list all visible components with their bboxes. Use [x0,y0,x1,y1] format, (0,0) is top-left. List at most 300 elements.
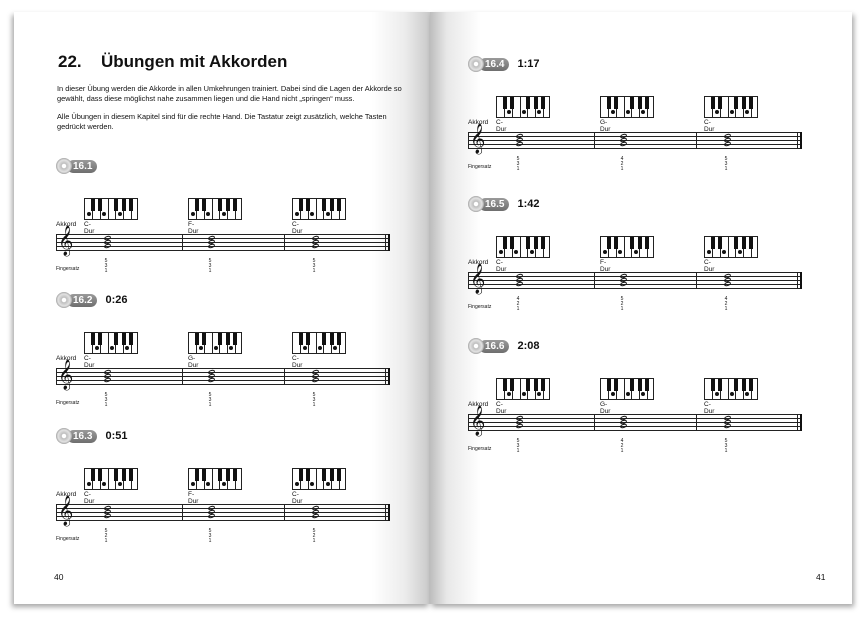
black-key [337,199,341,211]
black-key [98,469,102,481]
black-key [91,333,95,345]
right-page [430,12,852,604]
white-key-divider [728,379,729,399]
chapter-number: 22. [58,52,82,71]
final-bar-thick [800,414,803,431]
pressed-key-dot [745,110,749,114]
black-key [122,333,126,345]
finger-number: 5 [104,528,108,534]
white-key-divider [108,469,109,489]
black-key [510,97,514,109]
chord-name: C-Dur [704,119,715,133]
finger-number: 5 [312,528,316,534]
pressed-key-dot [611,392,615,396]
finger-number: 1 [516,306,520,312]
black-key [233,199,237,211]
black-key [718,237,722,249]
white-key-divider [212,469,213,489]
black-key [306,469,310,481]
fingersatz-label: Fingersatz [468,446,492,452]
black-key [742,379,746,391]
staff-line [56,504,390,505]
finger-number: 4 [724,296,728,302]
white-key-divider [316,199,317,219]
black-key [638,237,642,249]
black-key [541,97,545,109]
staff-line [56,384,390,385]
finger-number: 1 [516,448,520,454]
bar-line [56,368,57,385]
pressed-key-dot [522,392,526,396]
track-time: 2:08 [517,340,540,352]
pressed-key-dot [295,482,299,486]
bar-line [594,132,595,149]
track-time: 1:17 [517,58,540,70]
finger-number: 3 [312,397,316,403]
black-key [91,199,95,211]
chord-name: C-Dur [496,401,507,415]
white-key-divider [316,469,317,489]
finger-number: 1 [620,306,624,312]
finger-number: 1 [620,166,624,172]
black-key [226,199,230,211]
staff-line [56,368,390,369]
finger-number: 5 [516,156,520,162]
pressed-key-dot [618,250,622,254]
cd-icon [468,196,484,212]
black-key [711,379,715,391]
finger-number: 1 [516,166,520,172]
treble-clef: 𝄞 [470,264,486,294]
bar-line [468,414,469,431]
black-key [98,199,102,211]
pressed-key-dot [206,482,210,486]
track-time: 0:26 [105,294,128,306]
pressed-key-dot [745,392,749,396]
final-bar-thick [388,504,391,521]
black-key [607,237,611,249]
black-key [630,237,634,249]
white-key-divider [316,333,317,353]
pressed-key-dot [191,482,195,486]
akkord-label: Akkord [56,221,77,228]
black-key [306,199,310,211]
finger-number: 1 [312,402,316,408]
pressed-key-dot [95,346,99,350]
black-key [233,469,237,481]
chord-name: G-Dur [188,355,199,369]
black-key [202,333,206,345]
black-key [645,237,649,249]
cd-icon [468,56,484,72]
keyboard-diagram [84,198,138,220]
treble-clef: 𝄞 [58,360,74,390]
pressed-key-dot [499,250,503,254]
bar-line [284,234,285,251]
pressed-key-dot [333,346,337,350]
track-badge: 16.1 [67,160,97,173]
black-key [114,333,118,345]
chord-name: F-Dur [188,221,199,235]
pressed-key-dot [715,392,719,396]
black-key [299,199,303,211]
final-bar-thick [388,234,391,251]
keyboard-diagram [496,96,550,118]
pressed-key-dot [310,212,314,216]
white-key-divider [728,97,729,117]
finger-number: 1 [620,448,624,454]
chord-name: C-Dur [84,221,95,235]
pressed-key-dot [191,212,195,216]
finger-number: 1 [208,402,212,408]
chord-name: G-Dur [600,119,611,133]
bar-line [696,272,697,289]
keyboard-diagram [188,332,242,354]
pressed-key-dot [507,110,511,114]
staff-line [468,148,802,149]
fingersatz-label: Fingersatz [468,164,492,170]
finger-number: 5 [516,438,520,444]
black-key [742,237,746,249]
bar-line [182,368,183,385]
black-key [129,469,133,481]
finger-number: 3 [312,263,316,269]
pressed-key-dot [102,212,106,216]
black-key [233,333,237,345]
black-key [607,97,611,109]
fingersatz-label: Fingersatz [468,304,492,310]
finger-number: 5 [104,392,108,398]
keyboard-diagram [292,332,346,354]
black-key [645,379,649,391]
final-bar-thick [388,368,391,385]
final-bar-thin [797,132,798,149]
black-key [749,237,753,249]
black-key [114,199,118,211]
pressed-key-dot [295,212,299,216]
staff-line [468,414,802,415]
cd-icon [56,428,72,444]
black-key [122,469,126,481]
black-key [638,97,642,109]
music-staff [468,414,802,430]
music-staff [468,272,802,288]
bar-line [56,234,57,251]
finger-number: 3 [516,443,520,449]
pressed-key-dot [641,392,645,396]
staff-line [468,272,802,273]
black-key [195,469,199,481]
finger-number: 2 [312,533,316,539]
black-key [195,333,199,345]
black-key [299,333,303,345]
exercise-header [56,158,105,174]
cd-icon [468,338,484,354]
pressed-key-dot [87,482,91,486]
pressed-key-dot [326,212,330,216]
finger-number: 2 [516,301,520,307]
chord-name: C-Dur [496,259,507,273]
pressed-key-dot [522,110,526,114]
finger-number: 5 [620,296,624,302]
pressed-key-dot [214,346,218,350]
page-number-right: 41 [816,572,826,582]
track-badge: 16.4 [479,58,509,71]
black-key [711,97,715,109]
black-key [337,333,341,345]
chord-name: F-Dur [188,491,199,505]
finger-number: 1 [312,538,316,544]
black-key [202,199,206,211]
finger-number: 1 [104,402,108,408]
treble-clef: 𝄞 [470,124,486,154]
finger-number: 5 [724,156,728,162]
black-key [510,237,514,249]
pressed-key-dot [206,212,210,216]
white-key-divider [520,237,521,257]
exercise-header [56,292,128,308]
bar-line [468,272,469,289]
black-key [734,237,738,249]
final-bar-thick [800,132,803,149]
finger-number: 1 [724,306,728,312]
bar-line [284,504,285,521]
finger-number: 5 [104,258,108,264]
finger-number: 3 [516,161,520,167]
pressed-key-dot [326,482,330,486]
finger-number: 1 [208,268,212,274]
finger-number: 1 [312,268,316,274]
pressed-key-dot [707,250,711,254]
pressed-key-dot [634,250,638,254]
white-key-divider [728,237,729,257]
white-key-divider [624,97,625,117]
black-key [337,469,341,481]
black-key [645,97,649,109]
black-key [638,379,642,391]
black-key [330,333,334,345]
track-badge: 16.5 [479,198,509,211]
black-key [503,237,507,249]
finger-number: 5 [312,392,316,398]
black-key [218,333,222,345]
pressed-key-dot [118,212,122,216]
chord-name: C-Dur [292,221,303,235]
pressed-key-dot [722,250,726,254]
finger-number: 4 [620,156,624,162]
bar-line [696,414,697,431]
music-staff [56,504,390,520]
pressed-key-dot [537,392,541,396]
black-key [526,379,530,391]
pressed-key-dot [738,250,742,254]
bar-line [468,132,469,149]
finger-number: 5 [208,392,212,398]
track-badge: 16.3 [67,430,97,443]
pressed-key-dot [222,212,226,216]
finger-number: 1 [724,166,728,172]
final-bar-thin [385,504,386,521]
black-key [614,97,618,109]
finger-number: 3 [208,263,212,269]
staff-line [468,288,802,289]
pressed-key-dot [603,250,607,254]
keyboard-diagram [600,378,654,400]
finger-number: 3 [724,161,728,167]
keyboard-diagram [600,236,654,258]
chord-name: C-Dur [292,355,303,369]
finger-number: 2 [620,161,624,167]
track-time: 0:51 [105,430,128,442]
black-key [503,379,507,391]
pressed-key-dot [102,482,106,486]
keyboard-diagram [704,378,758,400]
staff-line [468,132,802,133]
finger-number: 3 [104,263,108,269]
intro-paragraph-1: In dieser Übung werden die Akkorde in allen Umkehrungen trainiert. Dabei sind die Lagen der Akkorde so gewählt, dass diese möglichst nahe zusammen liegen und die Hand nicht „springen“ muss. [57,84,402,103]
black-key [299,469,303,481]
white-key-divider [520,379,521,399]
keyboard-diagram [496,236,550,258]
keyboard-diagram [704,96,758,118]
keyboard-diagram [600,96,654,118]
black-key [503,97,507,109]
exercise-header [468,56,540,72]
pressed-key-dot [118,482,122,486]
black-key [630,97,634,109]
bar-line [594,414,595,431]
page-number-left: 40 [54,572,64,582]
track-time: 1:42 [517,198,540,210]
black-key [742,97,746,109]
bar-line [182,504,183,521]
black-key [129,333,133,345]
black-key [330,199,334,211]
finger-number: 2 [104,533,108,539]
final-bar-thin [797,272,798,289]
keyboard-diagram [84,332,138,354]
keyboard-diagram [188,198,242,220]
black-key [218,469,222,481]
chord-name: C-Dur [292,491,303,505]
finger-number: 5 [208,528,212,534]
final-bar-thin [797,414,798,431]
finger-number: 2 [620,301,624,307]
pressed-key-dot [514,250,518,254]
finger-number: 5 [724,438,728,444]
pressed-key-dot [310,482,314,486]
finger-number: 5 [208,258,212,264]
keyboard-diagram [292,198,346,220]
fingersatz-label: Fingersatz [56,400,80,406]
finger-number: 3 [208,397,212,403]
finger-number: 5 [312,258,316,264]
black-key [510,379,514,391]
black-key [711,237,715,249]
pressed-key-dot [730,110,734,114]
black-key [607,379,611,391]
finger-number: 4 [620,438,624,444]
akkord-label: Akkord [56,491,77,498]
pressed-key-dot [87,212,91,216]
treble-clef: 𝄞 [58,226,74,256]
black-key [734,379,738,391]
music-staff [56,234,390,250]
finger-number: 1 [104,538,108,544]
black-key [734,97,738,109]
keyboard-diagram [84,468,138,490]
left-page [14,12,430,604]
fingersatz-label: Fingersatz [56,266,80,272]
black-key [614,379,618,391]
black-key [749,97,753,109]
keyboard-diagram [292,468,346,490]
finger-number: 2 [724,301,728,307]
exercise-header [56,428,128,444]
black-key [226,469,230,481]
intro-paragraph-2: Alle Übungen in diesem Kapitel sind für die rechte Hand. Die Tastatur zeigt zusätzlich, welche Tasten gedrückt werden. [57,112,387,131]
black-key [129,199,133,211]
finger-number: 1 [104,268,108,274]
black-key [195,199,199,211]
finger-number: 1 [208,538,212,544]
black-key [541,237,545,249]
keyboard-diagram [188,468,242,490]
track-badge: 16.6 [479,340,509,353]
black-key [202,469,206,481]
chord-name: C-Dur [496,119,507,133]
white-key-divider [108,199,109,219]
black-key [541,379,545,391]
finger-number: 3 [104,397,108,403]
finger-number: 3 [208,533,212,539]
chord-name: C-Dur [84,491,95,505]
black-key [91,469,95,481]
pressed-key-dot [641,110,645,114]
black-key [534,97,538,109]
keyboard-diagram [704,236,758,258]
pressed-key-dot [303,346,307,350]
bar-line [56,504,57,521]
akkord-label: Akkord [468,401,489,408]
pressed-key-dot [537,110,541,114]
chapter-title [58,52,287,72]
pressed-key-dot [110,346,114,350]
track-badge: 16.2 [67,294,97,307]
music-staff [468,132,802,148]
white-key-divider [108,333,109,353]
music-staff [56,368,390,384]
black-key [322,333,326,345]
chord-name: C-Dur [84,355,95,369]
black-key [630,379,634,391]
final-bar-thick [800,272,803,289]
black-key [226,333,230,345]
bar-line [182,234,183,251]
black-key [98,333,102,345]
exercise-header [468,196,540,212]
final-bar-thin [385,234,386,251]
chord-name: C-Dur [704,259,715,273]
black-key [218,199,222,211]
black-key [749,379,753,391]
chord-name: F-Dur [600,259,611,273]
black-key [330,469,334,481]
pressed-key-dot [318,346,322,350]
black-key [526,237,530,249]
akkord-label: Akkord [56,355,77,362]
black-key [718,97,722,109]
